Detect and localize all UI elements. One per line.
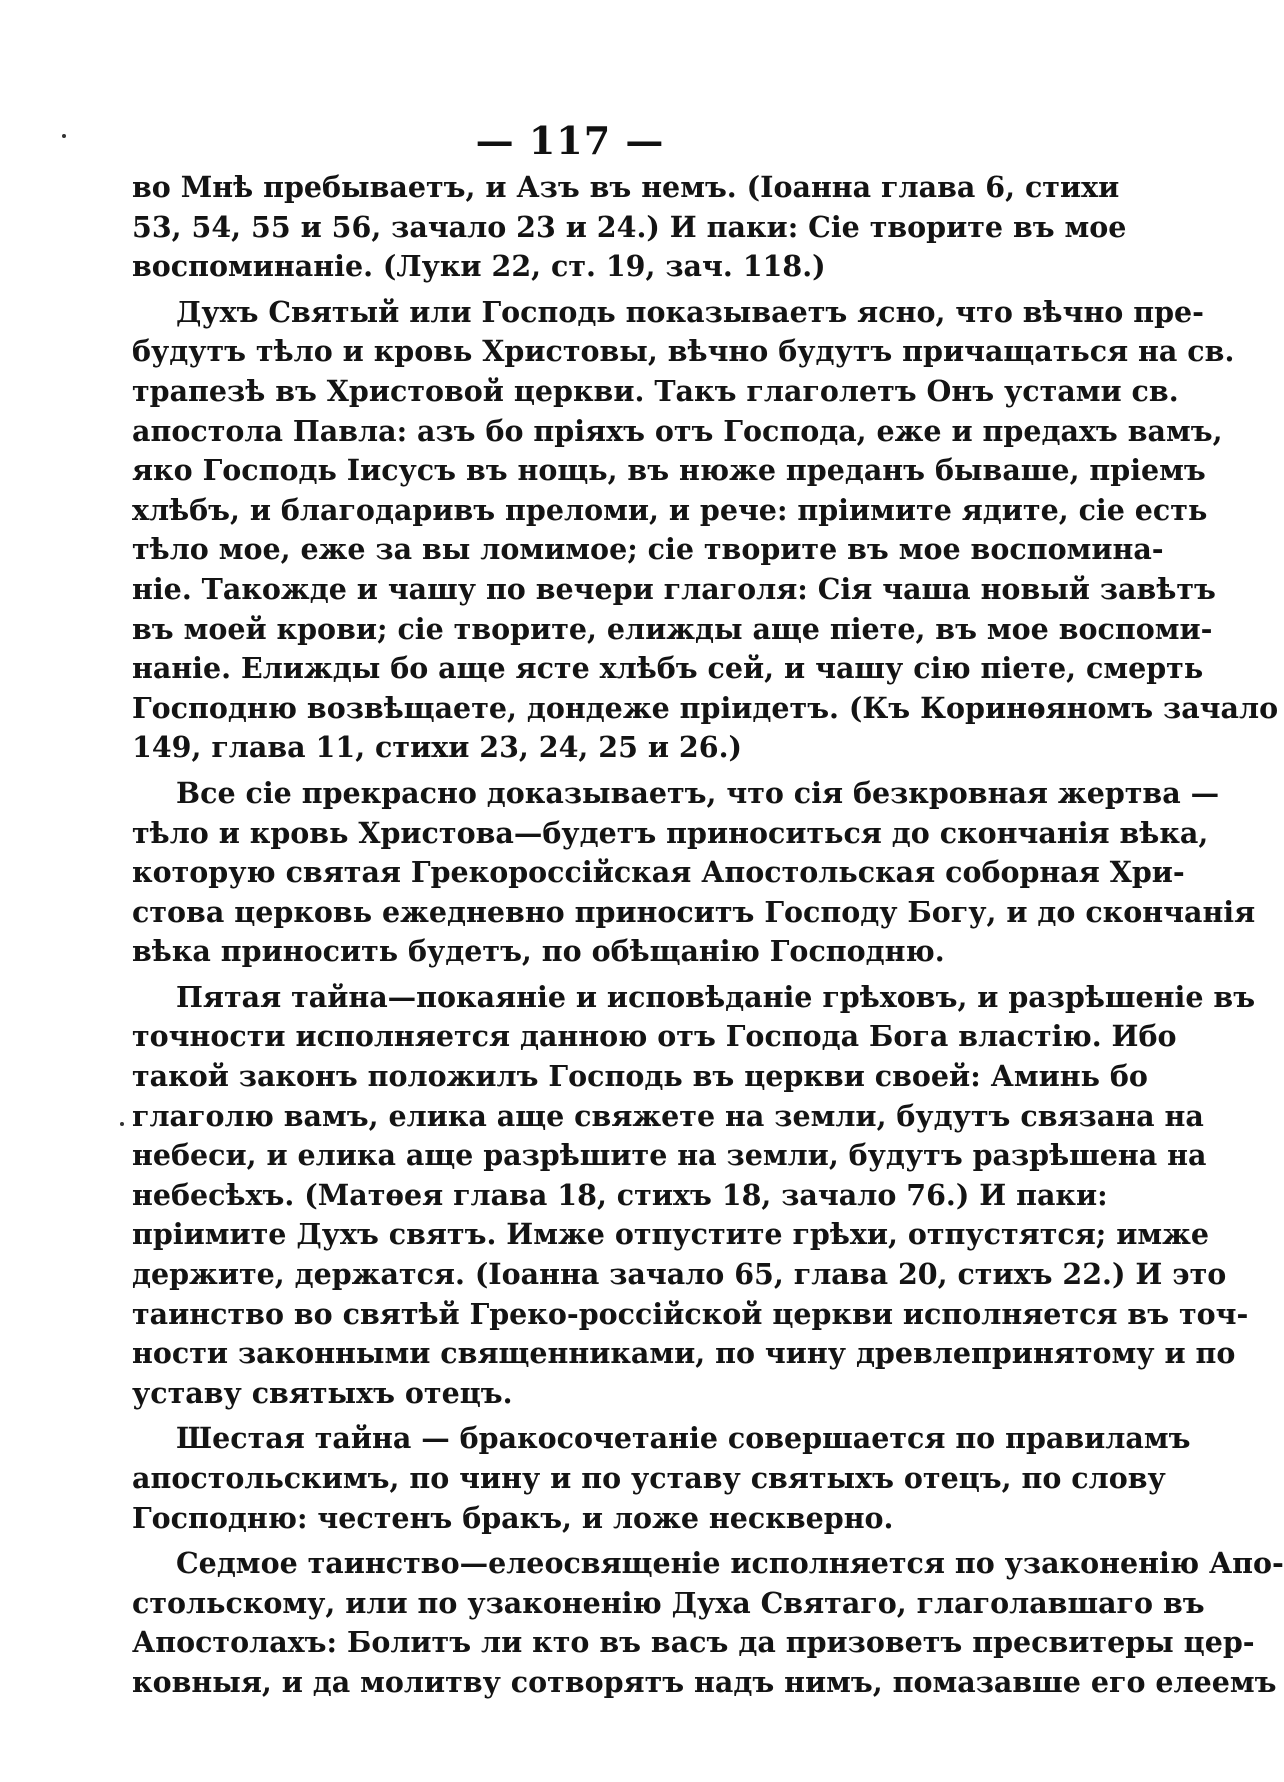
text-line: ности законными священниками, по чину древлепринятому и по [132, 1336, 1236, 1371]
body-text [132, 168, 1284, 1703]
text-line: держите, держатся. (Іоанна зачало 65, глава 20, стихъ 22.) И это [132, 1257, 1227, 1292]
text-line: Духъ Святый или Господь показываетъ ясно, что вѣчно пре- [176, 294, 1204, 329]
text-line: въ моей крови; сіе творите, елижды аще піете, въ мое воспоми- [132, 611, 1213, 646]
paragraph [132, 1544, 1284, 1702]
text-line: пріимите Духъ святъ. Имже отпустите грѣхи, отпустятся; имже [132, 1217, 1210, 1252]
text-line: хлѣбъ, и благодаривъ преломи, и рече: пріимите ядите, сіе есть [132, 492, 1208, 527]
text-line: апостола Павла: азъ бо пріяхъ отъ Господа, еже и предахъ вамъ, [132, 413, 1223, 448]
text-line: Пятая тайна—покаяніе и исповѣданіе грѣховъ, и разрѣшеніе въ [176, 979, 1256, 1014]
text-line: 53, 54, 55 и 56, зачало 23 и 24.) И паки: Сіе творите въ мое [132, 209, 1127, 244]
paragraph [132, 168, 1127, 287]
text-line: яко Господь Іисусъ въ нощь, въ нюже преданъ бываше, пріемъ [132, 453, 1206, 488]
text-line: Шестая тайна — бракосочетаніе совершается по правиламъ [176, 1421, 1191, 1456]
text-line: стова церковь ежедневно приноситъ Господу Богу, и до скончанія [132, 894, 1256, 929]
text-line: Все сіе прекрасно доказываетъ, что сія безкровная жертва — [176, 775, 1220, 810]
text-line: которую святая Грекороссійская Апостольская соборная Хри- [132, 855, 1185, 890]
paragraph [132, 293, 1279, 768]
text-line: небесѣхъ. (Матѳея глава 18, стихъ 18, зачало 76.) И паки: [132, 1177, 1108, 1212]
text-line: такой законъ положилъ Господь въ церкви своей: Аминь бо [132, 1059, 1148, 1094]
text-line: вѣка приносить будетъ, по обѣщанію Господню. [132, 934, 945, 969]
text-line: глаголю вамъ, елика аще свяжете на земли, будутъ связана на [132, 1098, 1204, 1133]
text-line: стольскому, или по узаконенію Духа Святаго, глаголавшаго въ [132, 1585, 1205, 1620]
paragraph [132, 978, 1256, 1414]
text-line: небеси, и елика аще разрѣшите на земли, будутъ разрѣшена на [132, 1138, 1207, 1173]
paragraph [132, 774, 1256, 972]
print-speck [120, 1122, 124, 1126]
text-line: тѣло и кровь Христова—будетъ приноситься до скончанія вѣка, [132, 815, 1209, 850]
text-line: трапезѣ въ Христовой церкви. Такъ глаголетъ Онъ устами св. [132, 373, 1179, 408]
text-line: уставу святыхъ отецъ. [132, 1375, 513, 1410]
text-line: ковныя, и да молитву сотворятъ надъ нимъ, помазавше его елеемъ [132, 1664, 1277, 1699]
paragraph [132, 1419, 1191, 1538]
text-line: апостольскимъ, по чину и по уставу святыхъ отецъ, по слову [132, 1461, 1166, 1495]
text-line: будутъ тѣло и кровь Христовы, вѣчно будутъ причащаться на св. [132, 334, 1235, 369]
text-line: тѣло мое, еже за вы ломимое; сіе творите въ мое воспомина- [132, 532, 1164, 567]
text-line: Апостолахъ: Болитъ ли кто въ васъ да призоветъ пресвитеры цер- [132, 1625, 1255, 1660]
text-line: воспоминаніе. (Луки 22, ст. 19, зач. 118.) [132, 249, 826, 284]
text-line: 149, глава 11, стихи 23, 24, 25 и 26.) [132, 730, 742, 765]
text-line: таинство во святѣй Греко-россійской церкви исполняется въ точ- [132, 1296, 1249, 1331]
text-line: ніе. Такожде и чашу по вечери глаголя: Сія чаша новый завѣтъ [132, 571, 1216, 606]
text-line: точности исполняется данною отъ Господа Бога властію. Ибо [132, 1019, 1177, 1054]
text-line: во Мнѣ пребываетъ, и Азъ въ немъ. (Іоанна глава 6, стихи [132, 170, 1120, 204]
text-line: Господню: честенъ бракъ, и ложе нескверно. [132, 1500, 894, 1535]
page-number: — 117 — [475, 118, 665, 163]
text-line: Господню возвѣщаете, дондеже пріидетъ. (Къ Коринѳяномъ зачало [132, 690, 1279, 725]
text-line: наніе. Елижды бо аще ясте хлѣбъ сей, и чашу сію піете, смерть [132, 651, 1204, 686]
text-line: Седмое таинство—елеосвященіе исполняется по узаконенію Апо- [176, 1546, 1284, 1581]
